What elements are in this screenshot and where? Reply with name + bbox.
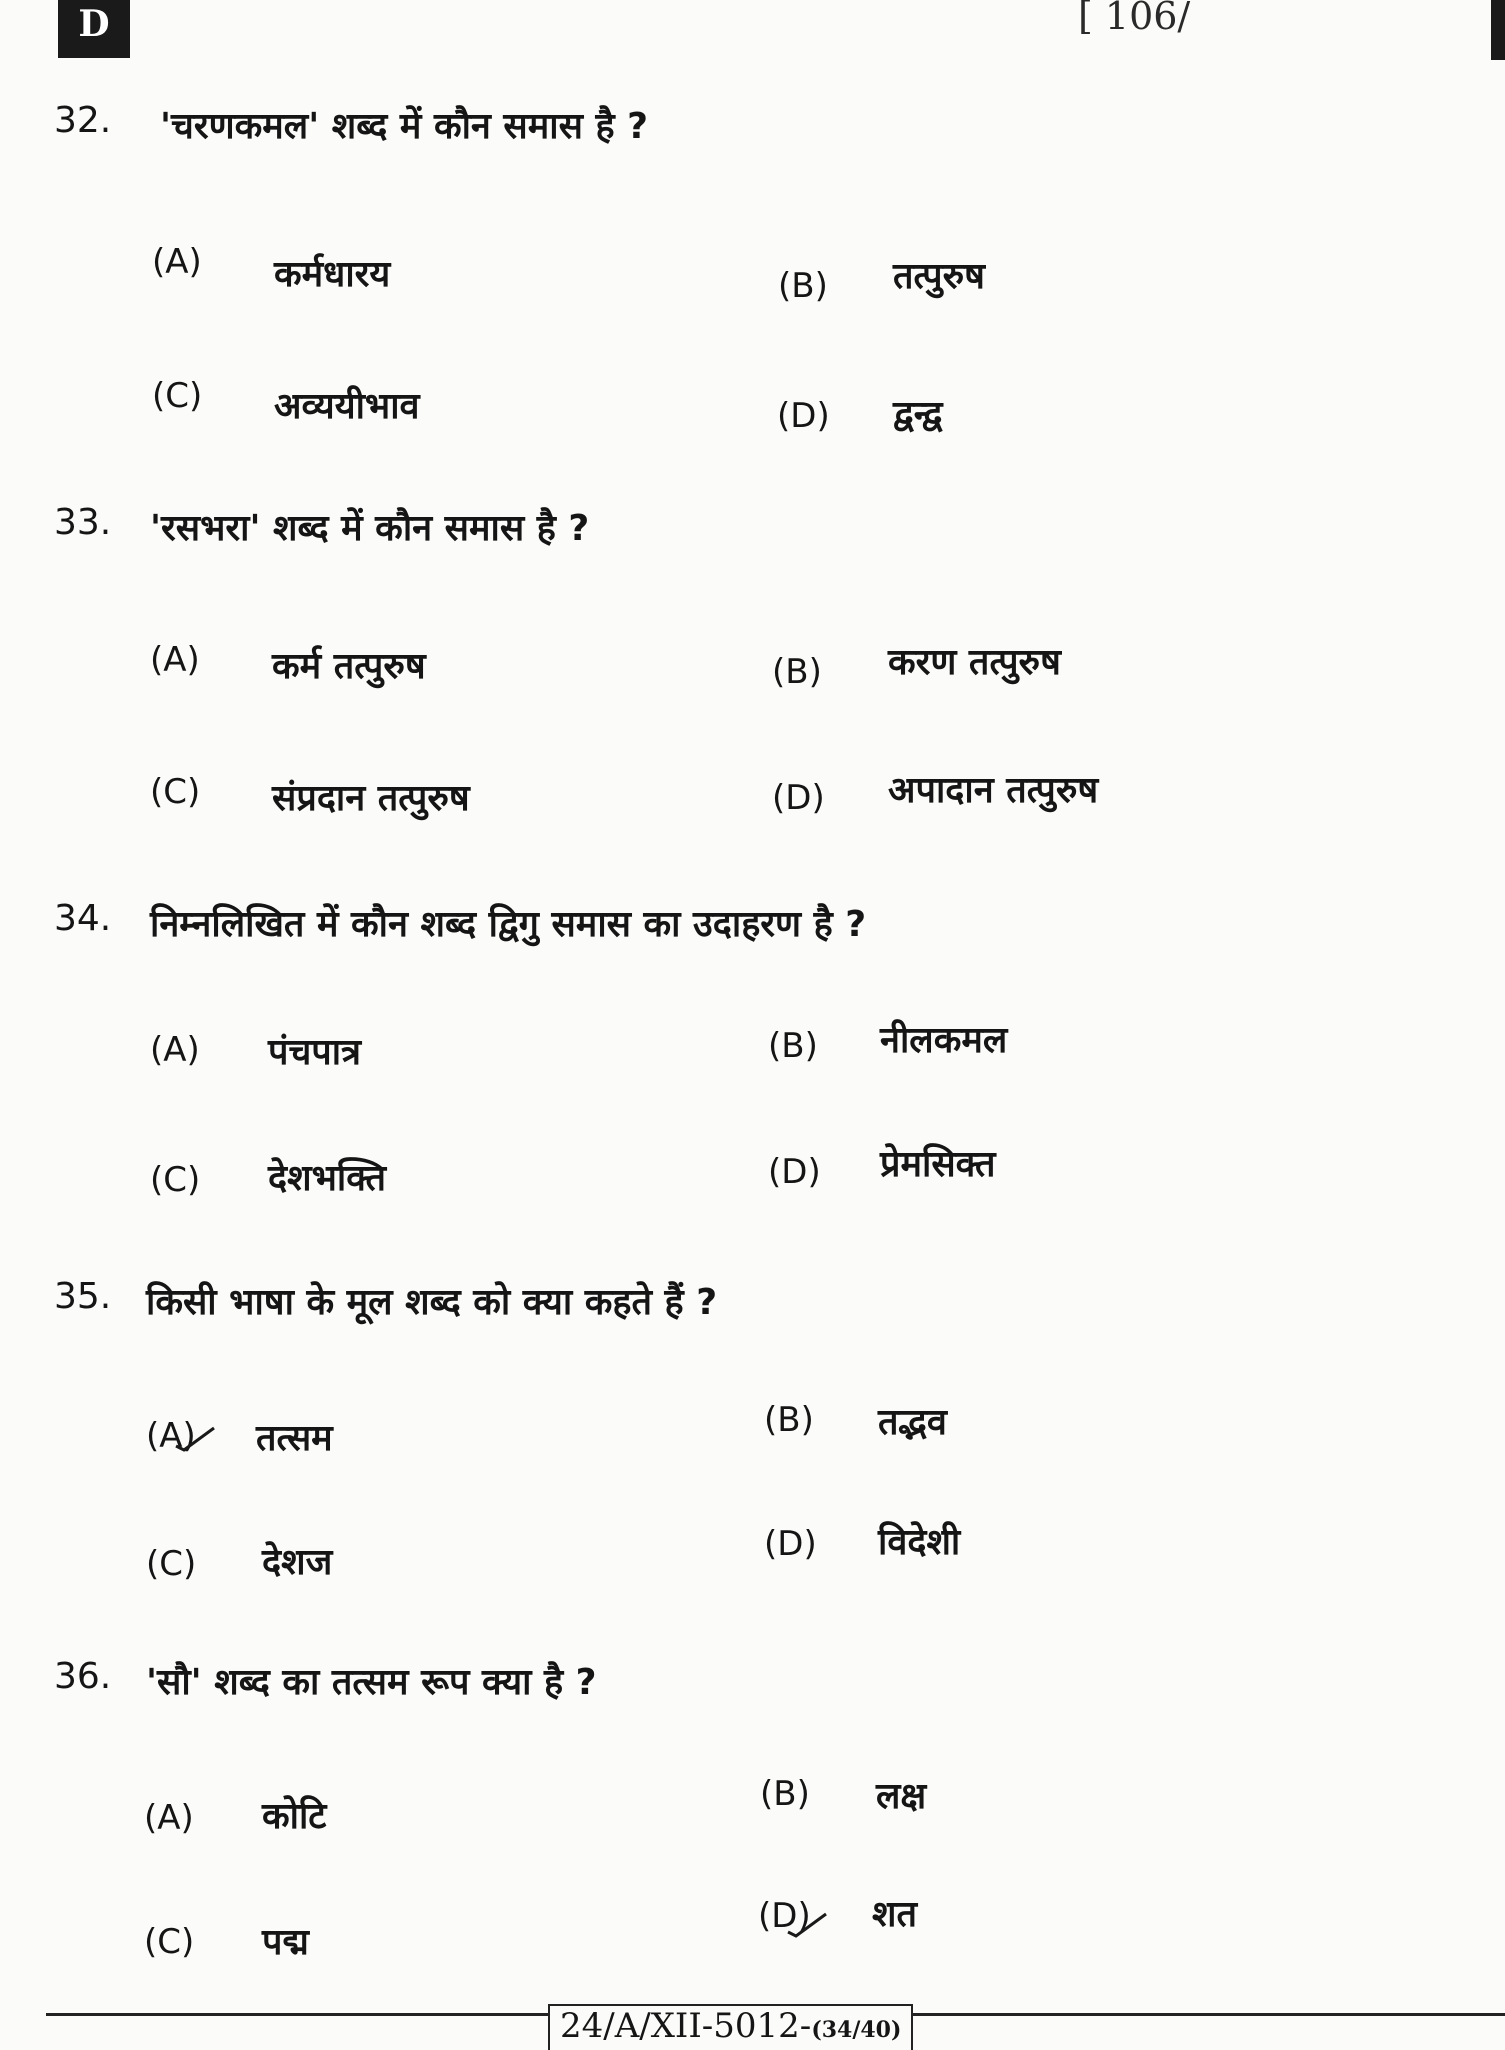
question-number: 33. — [54, 502, 112, 543]
question-36 — [0, 1656, 1505, 2036]
option-d-text[interactable]: द्वन्द्व — [893, 394, 943, 435]
question-number: 32. — [54, 100, 112, 141]
option-b-label: (B) — [772, 652, 822, 692]
option-d-text[interactable]: प्रेमसिक्त — [880, 1144, 996, 1185]
option-d-text[interactable]: विदेशी — [878, 1522, 961, 1563]
question-32 — [0, 100, 1505, 480]
option-d-label: (D) — [777, 396, 830, 436]
option-a-text[interactable]: तत्सम — [256, 1418, 333, 1459]
question-text: 'रसभरा' शब्द में कौन समास है ? — [150, 508, 590, 549]
option-c-label: (C) — [150, 1160, 201, 1200]
option-c-text[interactable]: पद्म — [262, 1922, 309, 1963]
option-a-text[interactable]: कर्म तत्पुरुष — [272, 646, 426, 687]
option-d-label: (D) — [768, 1152, 821, 1192]
option-a-label: (A) — [150, 640, 200, 680]
set-badge: D — [58, 0, 130, 58]
question-number: 36. — [54, 1656, 112, 1697]
question-text: 'सौ' शब्द का तत्सम रूप क्या है ? — [146, 1662, 597, 1703]
option-a-label: (A) — [146, 1416, 196, 1456]
option-b-text[interactable]: लक्ष — [876, 1776, 927, 1817]
option-b-label: (B) — [764, 1400, 814, 1440]
option-b-text[interactable]: तत्पुरुष — [893, 256, 985, 297]
tick-mark-icon — [174, 1426, 216, 1452]
option-d-label: (D) — [764, 1524, 817, 1564]
option-c-label: (C) — [146, 1544, 197, 1584]
question-33 — [0, 502, 1505, 882]
question-text: 'चरणकमल' शब्द में कौन समास है ? — [160, 106, 649, 147]
option-c-text[interactable]: देशज — [262, 1542, 333, 1583]
option-b-text[interactable]: करण तत्पुरुष — [888, 642, 1061, 683]
footer-code — [548, 2004, 913, 2050]
option-c-text[interactable]: अव्ययीभाव — [274, 386, 420, 427]
option-c-label: (C) — [144, 1922, 195, 1962]
option-d-text[interactable]: अपादान तत्पुरुष — [888, 770, 1099, 811]
page-code: [ 106/ — [1078, 0, 1191, 38]
option-b-label: (B) — [760, 1774, 810, 1814]
question-text: किसी भाषा के मूल शब्द को क्या कहते हैं ? — [146, 1282, 718, 1323]
footer-page-fraction: (34/40) — [811, 2017, 902, 2043]
option-a-text[interactable]: कोटि — [262, 1796, 327, 1837]
option-b-label: (B) — [778, 266, 828, 306]
question-number: 34. — [54, 898, 112, 939]
option-a-label: (A) — [152, 242, 202, 282]
option-d-text[interactable]: शत — [872, 1894, 918, 1935]
option-c-text[interactable]: देशभक्ति — [268, 1158, 387, 1199]
tick-mark-icon — [786, 1912, 828, 1938]
page-edge-shadow — [1491, 0, 1505, 60]
option-a-text[interactable]: कर्मधारय — [274, 254, 391, 295]
question-text: निम्नलिखित में कौन शब्द द्विगु समास का उदाहरण है ? — [150, 904, 867, 945]
option-c-text[interactable]: संप्रदान तत्पुरुष — [272, 778, 470, 819]
option-b-text[interactable]: नीलकमल — [880, 1020, 1008, 1061]
option-a-label: (A) — [150, 1030, 200, 1070]
option-c-label: (C) — [152, 376, 203, 416]
question-number: 35. — [54, 1276, 112, 1317]
question-34 — [0, 898, 1505, 1278]
question-35 — [0, 1276, 1505, 1656]
option-d-label: (D) — [772, 778, 825, 818]
option-b-label: (B) — [768, 1026, 818, 1066]
footer-code-text: 24/A/XII-5012- — [560, 2006, 812, 2046]
option-c-label: (C) — [150, 772, 201, 812]
option-a-text[interactable]: पंचपात्र — [268, 1032, 361, 1073]
option-a-label: (A) — [144, 1798, 194, 1838]
option-d-label: (D) — [758, 1896, 811, 1936]
option-b-text[interactable]: तद्भव — [878, 1402, 947, 1443]
